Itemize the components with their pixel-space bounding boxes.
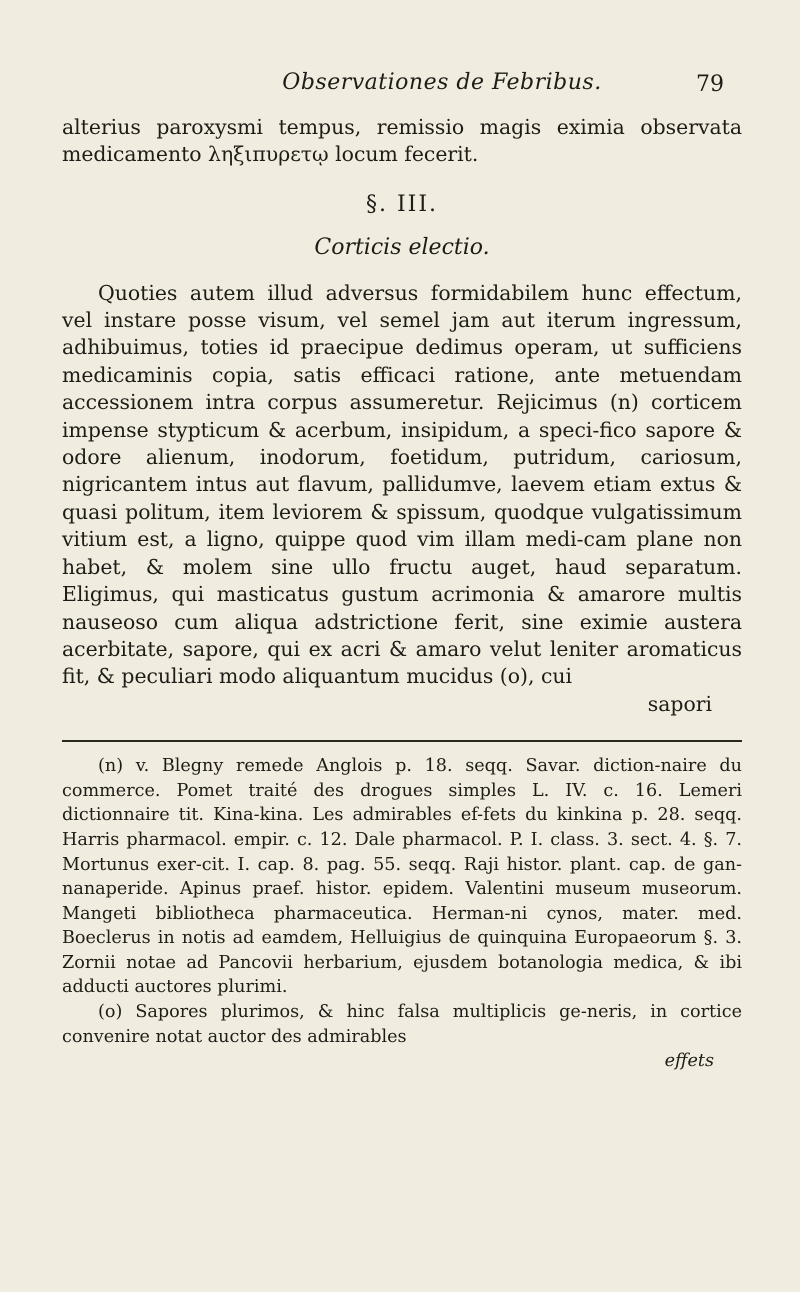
footnote-catchword: effets — [664, 1051, 714, 1072]
running-title: Observationes de Febribus. — [282, 70, 602, 95]
main-text — [62, 114, 742, 718]
section-title: Corticis electio. — [314, 235, 490, 261]
running-header — [62, 0, 742, 114]
section-number: §. III. — [365, 191, 439, 217]
catchword: sapori — [647, 691, 712, 716]
footnote-divider — [62, 740, 742, 742]
footnote-n: (n) v. Blegny remede Anglois p. 18. seqq. Savar. diction-naire du commerce. Pomet traité des drogues simples L. IV. c. 16. Lemeri dictionnaire tit. Kina-kina. Les admirables ef-fets du kinkina p. 28. seqq. Harris pharmacol. empir. c. 12. Dale pharmacol. P. I. class. 3. sect. 4. §. 7. Mortunus exer-cit. I. cap. 8. pag. 55. seqq. Raji histor. plant. cap. de gan-nanaperide. Apinus praef. histor. epidem. Valentini museum museorum. Mangeti bibliotheca pharmaceutica. Herman-ni cynos, mater. med. Boeclerus in notis ad eamdem, Helluigius de quinquina Europaeorum §. 3. Zornii notae ad Pancovii herbarium, ejusdem botanologia medica, & ibi adducti auctores plurimi. — [62, 756, 742, 998]
paragraph-body: Quoties autem illud adversus formidabilem hunc effectum, vel instare posse visum, vel semel jam aut iterum ingressum, adhibuimus, toties id praecipue dedimus operam, ut sufficiens medicaminis copia, satis efficaci ratione, ante metuendam accessionem intra corpus assumeretur. Rejicimus (n) corticem impense stypticum & acerbum, insipidum, a speci-fico sapore & odore alienum, inodorum, foetidum, putridum, cariosum, nigricantem intus aut flavum, pallidumve, laevem etiam extus & quasi politum, item leviorem & spissum, quodque vulgatissimum vitium est, a ligno, quippe quod vim illam medi-cam plane non habet, & molem sine ullo fructu auget, haud separatum. Eligimus, qui masticatus gustum acrimonia & amarore multis nauseoso cum aliqua adstrictione ferit, sine eximie austera acerbitate, sapore, qui ex acri & amaro velut leniter aromaticus fit, & peculiari modo aliquantum mucidus (o), cui — [62, 280, 742, 689]
paragraph-continuation: alterius paroxysmi tempus, remissio magis eximia observata medicamento ληξιπυρετῳ locum fecerit. — [62, 115, 742, 167]
page-number: 79 — [696, 72, 724, 97]
footnote-o: (o) Sapores plurimos, & hinc falsa multiplicis ge-neris, in cortice convenire notat auctor des admirables — [62, 1002, 742, 1047]
footnotes — [62, 754, 742, 1074]
